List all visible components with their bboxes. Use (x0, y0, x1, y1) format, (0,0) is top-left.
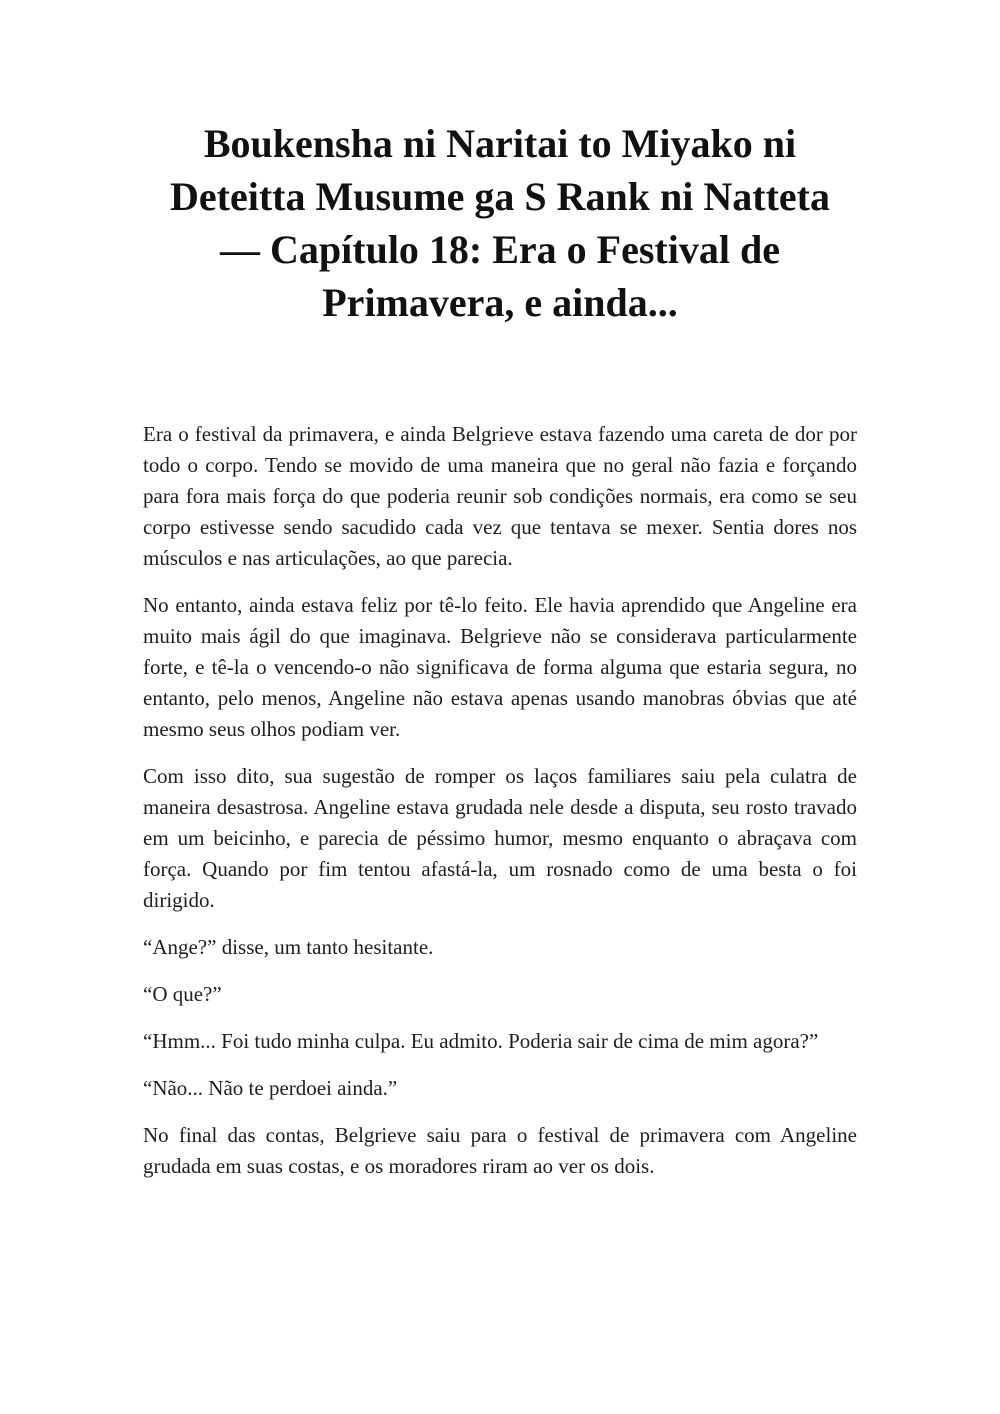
paragraph: No entanto, ainda estava feliz por tê-lo feito. Ele havia aprendido que Angeline era muito mais ágil do que imaginava. Belgrieve não se considerava particularmente forte, e tê-la o vencendo-o não significava de forma alguma que estaria segura, no entanto, pelo menos, Angeline não estava apenas usando manobras óbvias que até mesmo seus olhos podiam ver. (143, 593, 857, 741)
dialogue-line: “O que?” (143, 982, 222, 1006)
dialogue-line: “Hmm... Foi tudo minha culpa. Eu admito. Poderia sair de cima de mim agora?” (143, 1029, 819, 1053)
paragraph: No final das contas, Belgrieve saiu para o festival de primavera com Angeline grudada em suas costas, e os moradores riram ao ver os dois. (143, 1123, 857, 1178)
chapter-title: Boukensha ni Naritai to Miyako ni Deteitta Musume ga S Rank ni Natteta — Capítulo 18: Era o Festival de Primavera, e ainda... (170, 121, 830, 325)
dialogue-line: “Não... Não te perdoei ainda.” (143, 1076, 398, 1100)
chapter-body (143, 419, 857, 1198)
paragraph: Era o festival da primavera, e ainda Belgrieve estava fazendo uma careta de dor por todo o corpo. Tendo se movido de uma maneira que no geral não fazia e forçando para fora mais força do que poderia reunir sob condições normais, era como se seu corpo estivesse sendo sacudido cada vez que tentava se mexer. Sentia dores nos músculos e nas articulações, ao que parecia. (143, 422, 857, 570)
dialogue-line: “Ange?” disse, um tanto hesitante. (143, 935, 434, 959)
paragraph: Com isso dito, sua sugestão de romper os laços familiares saiu pela culatra de maneira desastrosa. Angeline estava grudada nele desde a disputa, seu rosto travado em um beicinho, e parecia de péssimo humor, mesmo enquanto o abraçava com força. Quando por fim tentou afastá-la, um rosnado como de uma besta o foi dirigido. (143, 764, 857, 912)
